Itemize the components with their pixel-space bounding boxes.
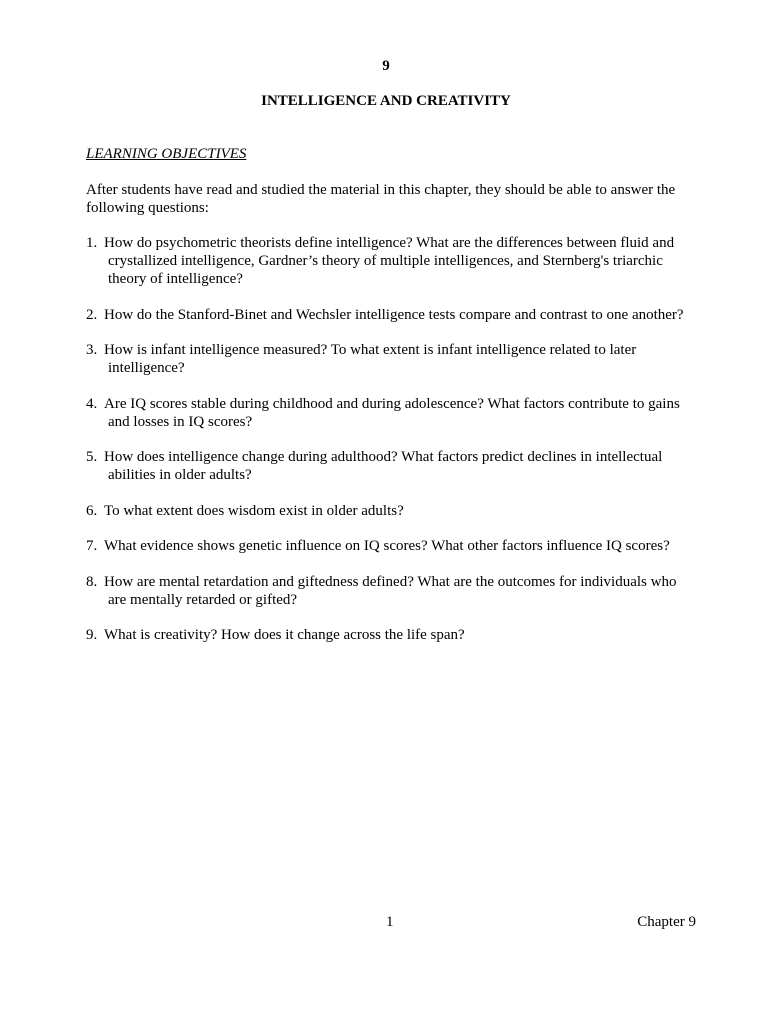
objective-number: 5. xyxy=(86,449,98,465)
objective-text: How is infant intelligence measured? To what extent is infant intelligence related to later intelligence? xyxy=(104,342,637,376)
objective-number: 1. xyxy=(86,235,98,251)
objective-item xyxy=(86,448,698,484)
section-heading: LEARNING OBJECTIVES xyxy=(86,146,247,162)
objective-item xyxy=(86,502,698,520)
objective-text: Are IQ scores stable during childhood and during adolescence? What factors contribute to gains and losses in IQ scores? xyxy=(104,395,680,430)
page-number: 1 xyxy=(386,914,394,930)
objectives-list xyxy=(86,234,698,662)
objective-item xyxy=(86,341,698,377)
objective-text: How does intelligence change during adulthood? What factors predict declines in intellectual abilities in older adults? xyxy=(104,449,663,483)
objective-number: 8. xyxy=(86,573,98,590)
objective-number: 2. xyxy=(86,306,98,323)
objective-text: How are mental retardation and giftedness defined? What are the outcomes for individuals who are mentally retarded or gifted? xyxy=(104,573,677,608)
footer-chapter-label: Chapter 9 xyxy=(637,914,696,930)
intro-paragraph: After students have read and studied the material in this chapter, they should be able to answer the following questions: xyxy=(86,182,676,216)
objective-item xyxy=(86,234,698,288)
objective-text: How do psychometric theorists define intelligence? What are the differences between fluid and crystallized intelligence, Gardner’s theory of multiple intelligences, and Sternberg's triarchic theory of intelligence? xyxy=(104,235,675,287)
objective-text: What is creativity? How does it change across the life span? xyxy=(104,627,465,643)
objective-item xyxy=(86,626,698,644)
objective-number: 9. xyxy=(86,627,98,643)
chapter-number: 9 xyxy=(382,58,390,74)
objective-item xyxy=(86,537,698,555)
objective-number: 7. xyxy=(86,538,98,554)
chapter-title: INTELLIGENCE AND CREATIVITY xyxy=(261,93,511,109)
objective-item xyxy=(86,395,698,431)
objective-number: 3. xyxy=(86,342,98,358)
objective-item xyxy=(86,306,698,324)
objective-number: 6. xyxy=(86,502,98,519)
objective-text: To what extent does wisdom exist in older adults? xyxy=(104,502,404,519)
objective-number: 4. xyxy=(86,395,98,412)
objective-text: How do the Stanford-Binet and Wechsler intelligence tests compare and contrast to one another? xyxy=(104,306,684,323)
objective-item xyxy=(86,573,698,609)
objective-text: What evidence shows genetic influence on IQ scores? What other factors influence IQ scores? xyxy=(104,538,670,554)
